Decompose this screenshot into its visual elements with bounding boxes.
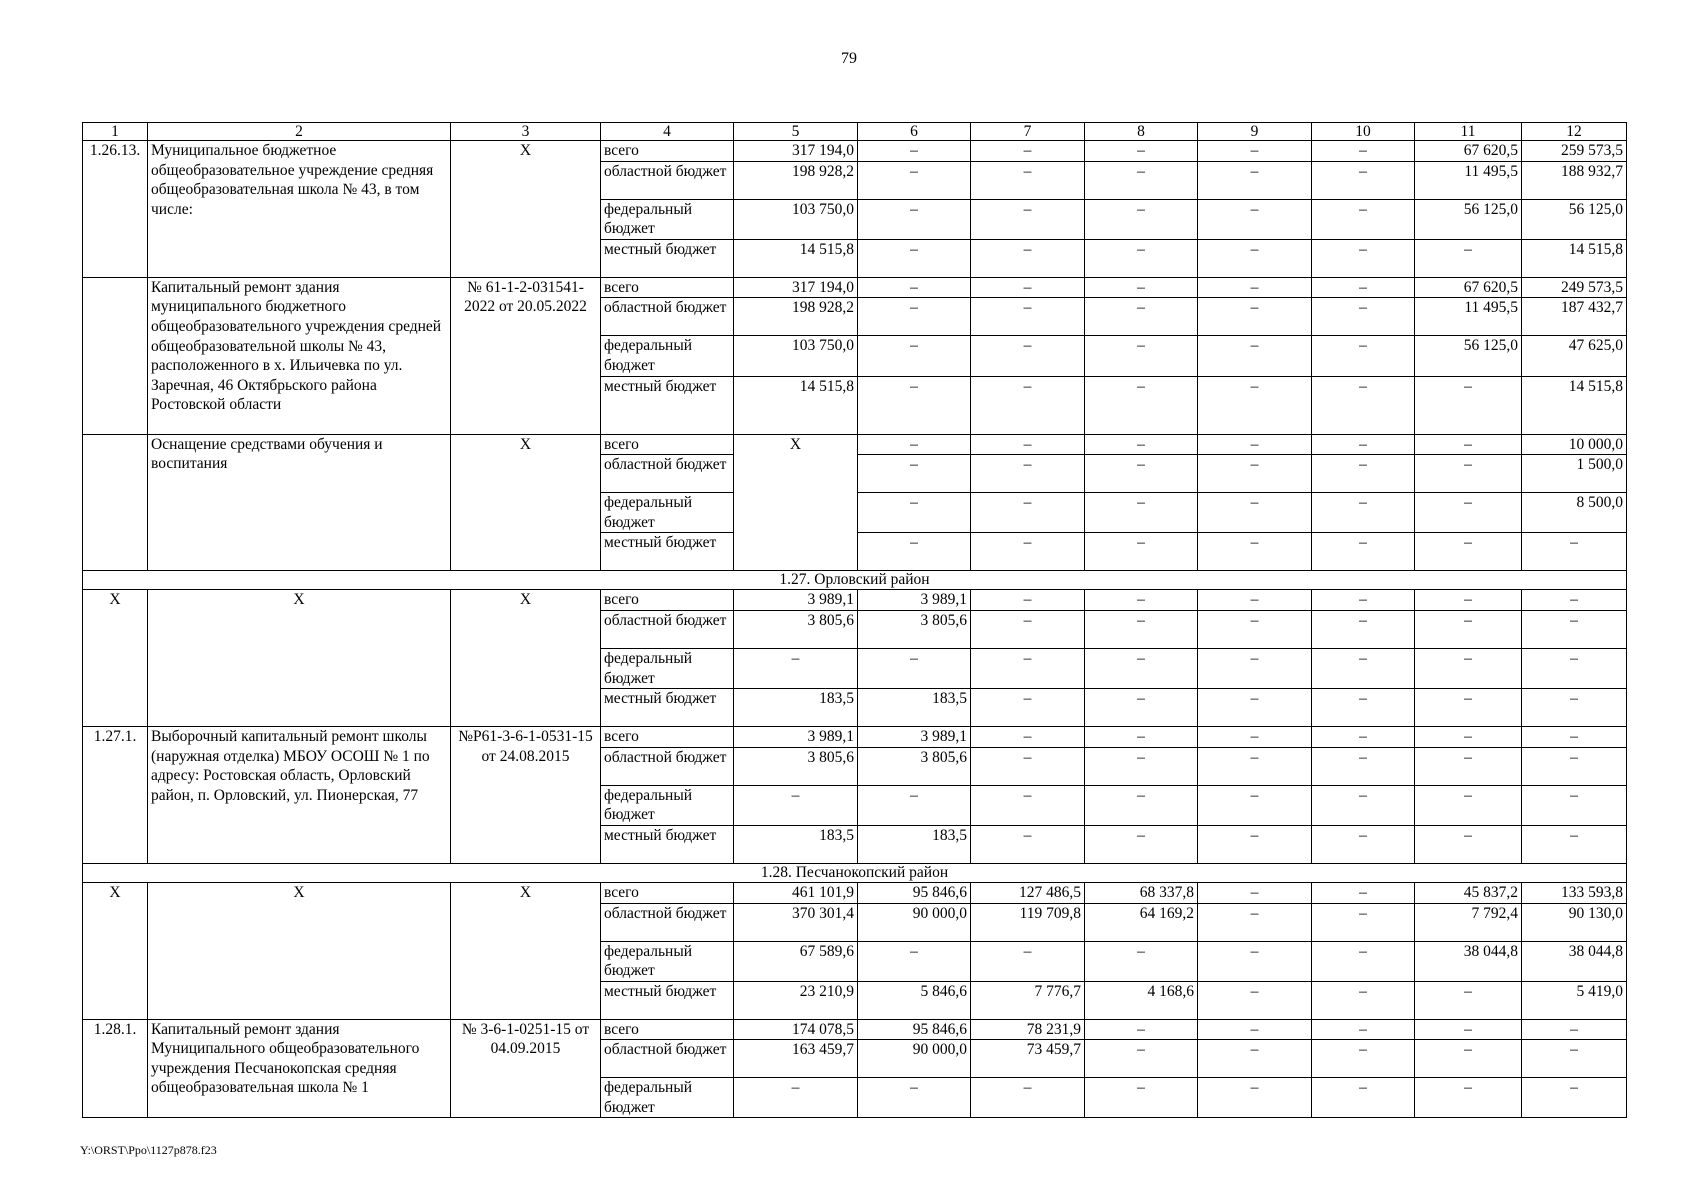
- value-cell: –: [1198, 298, 1312, 336]
- value-cell: –: [858, 455, 971, 493]
- column-number-header: 8: [1085, 123, 1198, 141]
- value-cell: 67 620,5: [1415, 277, 1522, 298]
- value-cell: –: [1312, 376, 1415, 434]
- value-cell: –: [1085, 336, 1198, 376]
- value-cell: 14 515,8: [1522, 239, 1627, 277]
- value-cell: 4 168,6: [1085, 981, 1198, 1019]
- item-number: X: [83, 882, 148, 1019]
- value-cell: 174 078,5: [734, 1019, 858, 1040]
- value-cell: –: [1415, 590, 1522, 611]
- value-cell: 56 125,0: [1415, 199, 1522, 239]
- value-cell: 56 125,0: [1415, 336, 1522, 376]
- value-cell: –: [1085, 1078, 1198, 1118]
- value-cell: –: [971, 336, 1085, 376]
- section-title: 1.27. Орловский район: [83, 571, 1627, 590]
- value-cell: –: [971, 785, 1085, 825]
- value-cell: 3 805,6: [734, 610, 858, 648]
- item-name: X: [148, 882, 451, 1019]
- value-cell: –: [858, 493, 971, 533]
- item-name: Капитальный ремонт здания муниципального бюджетного общеобразовательного учреждения средней общеобразовательной школы № 43, расположенного в х. Ильичевка по ул. Заречная, 46 Октябрьского района Ростовской области: [148, 277, 451, 434]
- value-cell: –: [1085, 590, 1198, 611]
- value-cell: 3 989,1: [734, 727, 858, 748]
- value-cell: 259 573,5: [1522, 141, 1627, 162]
- document-reference: X: [451, 434, 601, 571]
- budget-label-local: местный бюджет: [601, 825, 734, 863]
- document-reference: X: [451, 882, 601, 1019]
- value-cell: –: [1415, 376, 1522, 434]
- value-cell: –: [1198, 903, 1312, 941]
- table-row: [83, 882, 1627, 903]
- item-number: 1.28.1.: [83, 1019, 148, 1118]
- value-cell: 67 620,5: [1415, 141, 1522, 162]
- budget-label-federal: федеральный бюджет: [601, 493, 734, 533]
- value-cell: –: [971, 277, 1085, 298]
- budget-label-federal: федеральный бюджет: [601, 941, 734, 981]
- value-cell: 127 486,5: [971, 882, 1085, 903]
- value-cell: –: [971, 493, 1085, 533]
- value-cell: 198 928,2: [734, 298, 858, 336]
- value-cell: 370 301,4: [734, 903, 858, 941]
- value-cell: –: [1085, 455, 1198, 493]
- value-cell: –: [1085, 277, 1198, 298]
- value-cell: –: [1415, 1040, 1522, 1078]
- value-cell: 11 495,5: [1415, 161, 1522, 199]
- value-cell: –: [1198, 239, 1312, 277]
- value-cell: –: [1312, 141, 1415, 162]
- value-cell: –: [971, 434, 1085, 455]
- value-cell: –: [1085, 298, 1198, 336]
- value-cell: 5 846,6: [858, 981, 971, 1019]
- value-cell: 3 805,6: [734, 747, 858, 785]
- budget-label-federal: федеральный бюджет: [601, 199, 734, 239]
- value-cell: 198 928,2: [734, 161, 858, 199]
- budget-label-total: всего: [601, 590, 734, 611]
- value-cell: –: [1312, 533, 1415, 571]
- value-cell: –: [1085, 689, 1198, 727]
- value-cell: 317 194,0: [734, 141, 858, 162]
- value-cell: –: [858, 239, 971, 277]
- value-cell: 187 432,7: [1522, 298, 1627, 336]
- document-reference: X: [451, 590, 601, 727]
- budget-label-local: местный бюджет: [601, 981, 734, 1019]
- table-row: [83, 434, 1627, 455]
- value-cell: 95 846,6: [858, 882, 971, 903]
- column-number-header: 5: [734, 123, 858, 141]
- column-number-header: 3: [451, 123, 601, 141]
- value-cell: –: [1085, 648, 1198, 688]
- value-cell: –: [1312, 941, 1415, 981]
- table-row: [83, 1019, 1627, 1040]
- footer-file-path: Y:\ORST\Ppo\1127p878.f23: [80, 1143, 217, 1157]
- value-cell: –: [971, 825, 1085, 863]
- budget-label-total: всего: [601, 277, 734, 298]
- value-cell: –: [1312, 199, 1415, 239]
- value-cell: –: [1522, 747, 1627, 785]
- value-cell: –: [971, 161, 1085, 199]
- value-cell: 10 000,0: [1522, 434, 1627, 455]
- value-cell: 64 169,2: [1085, 903, 1198, 941]
- value-cell: –: [1198, 455, 1312, 493]
- value-cell: –: [1415, 239, 1522, 277]
- value-cell: –: [734, 785, 858, 825]
- value-cell: –: [971, 590, 1085, 611]
- value-cell: –: [1415, 1019, 1522, 1040]
- budget-label-federal: федеральный бюджет: [601, 336, 734, 376]
- value-cell: –: [1085, 785, 1198, 825]
- item-name: Муниципальное бюджетное общеобразовательное учреждение средняя общеобразовательная школа № 43, в том числе:: [148, 141, 451, 278]
- value-cell: –: [1312, 747, 1415, 785]
- value-cell: –: [971, 1078, 1085, 1118]
- value-cell: 3 805,6: [858, 747, 971, 785]
- value-cell: –: [1085, 727, 1198, 748]
- value-cell: –: [1312, 277, 1415, 298]
- value-cell: –: [1198, 141, 1312, 162]
- value-cell: –: [1198, 1040, 1312, 1078]
- value-cell: –: [1415, 533, 1522, 571]
- value-cell: –: [1415, 434, 1522, 455]
- value-cell: 3 989,1: [858, 590, 971, 611]
- value-cell: –: [1312, 434, 1415, 455]
- value-cell: 183,5: [734, 689, 858, 727]
- value-cell: –: [1522, 825, 1627, 863]
- section-title: 1.28. Песчанокопский район: [83, 863, 1627, 882]
- value-cell: 3 989,1: [858, 727, 971, 748]
- value-cell: –: [1312, 981, 1415, 1019]
- document-reference: X: [451, 141, 601, 278]
- table-row: [83, 141, 1627, 162]
- document-reference: № 3-6-1-0251-15 от 04.09.2015: [451, 1019, 601, 1118]
- budget-label-local: местный бюджет: [601, 533, 734, 571]
- budget-label-total: всего: [601, 727, 734, 748]
- value-cell: –: [1312, 610, 1415, 648]
- value-cell: –: [971, 376, 1085, 434]
- value-cell: 1 500,0: [1522, 455, 1627, 493]
- value-cell: 14 515,8: [734, 376, 858, 434]
- value-cell: –: [1415, 455, 1522, 493]
- column-number-header: 12: [1522, 123, 1627, 141]
- value-cell: –: [1415, 610, 1522, 648]
- value-cell: –: [1415, 648, 1522, 688]
- value-cell: –: [1522, 785, 1627, 825]
- value-cell: –: [1198, 161, 1312, 199]
- value-cell: –: [1198, 941, 1312, 981]
- value-cell: –: [1198, 199, 1312, 239]
- value-cell: 14 515,8: [734, 239, 858, 277]
- value-cell: –: [1198, 277, 1312, 298]
- value-cell: –: [1312, 161, 1415, 199]
- budget-label-federal: федеральный бюджет: [601, 1078, 734, 1118]
- value-cell: –: [1198, 981, 1312, 1019]
- value-cell: –: [1522, 533, 1627, 571]
- value-cell: –: [1312, 239, 1415, 277]
- value-cell: –: [858, 336, 971, 376]
- budget-label-local: местный бюджет: [601, 689, 734, 727]
- item-number: X: [83, 590, 148, 727]
- item-name: X: [148, 590, 451, 727]
- value-cell: –: [1312, 1019, 1415, 1040]
- value-cell: –: [1198, 533, 1312, 571]
- column-number-header: 2: [148, 123, 451, 141]
- value-cell: –: [1522, 1040, 1627, 1078]
- value-cell: –: [1085, 941, 1198, 981]
- column-number-header: 7: [971, 123, 1085, 141]
- budget-label-total: всего: [601, 882, 734, 903]
- budget-label-regional: областной бюджет: [601, 610, 734, 648]
- value-cell: –: [858, 1078, 971, 1118]
- value-cell: –: [1522, 1019, 1627, 1040]
- value-cell: 23 210,9: [734, 981, 858, 1019]
- value-cell: –: [1085, 239, 1198, 277]
- value-cell: –: [1312, 727, 1415, 748]
- value-cell: –: [1312, 1078, 1415, 1118]
- budget-label-local: местный бюджет: [601, 376, 734, 434]
- table-row: [83, 277, 1627, 298]
- value-cell: 317 194,0: [734, 277, 858, 298]
- value-cell: –: [1198, 785, 1312, 825]
- budget-label-regional: областной бюджет: [601, 161, 734, 199]
- value-cell: –: [1198, 336, 1312, 376]
- table-row: [83, 727, 1627, 748]
- value-cell: 38 044,8: [1415, 941, 1522, 981]
- value-cell: –: [1312, 689, 1415, 727]
- value-cell: –: [1085, 747, 1198, 785]
- value-cell: –: [858, 298, 971, 336]
- value-cell: 11 495,5: [1415, 298, 1522, 336]
- value-cell: –: [858, 434, 971, 455]
- value-cell: –: [1415, 1078, 1522, 1118]
- value-cell: 7 792,4: [1415, 903, 1522, 941]
- value-cell: –: [1312, 882, 1415, 903]
- value-cell: –: [1522, 689, 1627, 727]
- column-number-header: 11: [1415, 123, 1522, 141]
- column-number-header: 9: [1198, 123, 1312, 141]
- document-reference: № 61-1-2-031541-2022 от 20.05.2022: [451, 277, 601, 434]
- value-cell: –: [971, 747, 1085, 785]
- value-cell: –: [1415, 785, 1522, 825]
- value-cell: –: [1312, 493, 1415, 533]
- value-cell: –: [1198, 825, 1312, 863]
- document-reference: №Р61-3-6-1-0531-15 от 24.08.2015: [451, 727, 601, 864]
- value-cell: –: [1085, 161, 1198, 199]
- budget-label-total: всего: [601, 141, 734, 162]
- column-number-header: 6: [858, 123, 971, 141]
- value-cell: –: [1198, 376, 1312, 434]
- value-cell: 103 750,0: [734, 336, 858, 376]
- value-cell: 90 130,0: [1522, 903, 1627, 941]
- value-cell: –: [1198, 747, 1312, 785]
- value-cell: –: [1415, 689, 1522, 727]
- value-cell: –: [1085, 199, 1198, 239]
- item-number: [83, 277, 148, 434]
- value-cell: 7 776,7: [971, 981, 1085, 1019]
- column-number-header: 1: [83, 123, 148, 141]
- value-cell: 249 573,5: [1522, 277, 1627, 298]
- value-cell: 78 231,9: [971, 1019, 1085, 1040]
- item-number: [83, 434, 148, 571]
- item-name: Оснащение средствами обучения и воспитания: [148, 434, 451, 571]
- budget-table: [82, 122, 1627, 1118]
- value-cell: –: [971, 648, 1085, 688]
- item-number: 1.26.13.: [83, 141, 148, 278]
- value-cell: –: [1312, 825, 1415, 863]
- value-cell: –: [1522, 590, 1627, 611]
- budget-label-total: всего: [601, 1019, 734, 1040]
- value-cell: –: [1198, 648, 1312, 688]
- value-cell: –: [858, 648, 971, 688]
- value-cell: –: [858, 785, 971, 825]
- value-cell: –: [858, 161, 971, 199]
- value-cell: –: [1415, 825, 1522, 863]
- budget-label-local: местный бюджет: [601, 239, 734, 277]
- item-number: 1.27.1.: [83, 727, 148, 864]
- table-header-row: [83, 123, 1627, 141]
- value-cell: 183,5: [734, 825, 858, 863]
- value-cell: –: [1312, 455, 1415, 493]
- value-cell: –: [971, 239, 1085, 277]
- value-cell: –: [1522, 1078, 1627, 1118]
- value-cell: 68 337,8: [1085, 882, 1198, 903]
- value-cell: –: [1312, 785, 1415, 825]
- budget-label-regional: областной бюджет: [601, 298, 734, 336]
- value-cell: 119 709,8: [971, 903, 1085, 941]
- value-cell: 90 000,0: [858, 1040, 971, 1078]
- value-cell: –: [858, 533, 971, 571]
- value-cell: –: [1085, 376, 1198, 434]
- value-cell: 183,5: [858, 689, 971, 727]
- value-cell: –: [1312, 1040, 1415, 1078]
- value-cell: 188 932,7: [1522, 161, 1627, 199]
- value-cell: –: [971, 141, 1085, 162]
- value-cell: –: [858, 941, 971, 981]
- value-cell: 3 989,1: [734, 590, 858, 611]
- value-cell: 56 125,0: [1522, 199, 1627, 239]
- item-name: Выборочный капитальный ремонт школы (наружная отделка) МБОУ ОСОШ № 1 по адресу: Ростовская область, Орловский район, п. Орловский, ул. Пионерская, 77: [148, 727, 451, 864]
- value-cell: –: [971, 941, 1085, 981]
- value-cell: –: [734, 648, 858, 688]
- value-cell: –: [1312, 298, 1415, 336]
- value-cell: –: [1522, 727, 1627, 748]
- value-cell: –: [858, 277, 971, 298]
- value-cell: –: [1522, 610, 1627, 648]
- value-cell: –: [971, 199, 1085, 239]
- table-row: [83, 590, 1627, 611]
- value-cell: –: [971, 533, 1085, 571]
- value-cell: –: [971, 610, 1085, 648]
- section-header-row: [83, 863, 1627, 882]
- value-cell: –: [1415, 727, 1522, 748]
- value-cell: 5 419,0: [1522, 981, 1627, 1019]
- value-cell: –: [1415, 747, 1522, 785]
- value-cell: –: [1198, 882, 1312, 903]
- section-header-row: [83, 571, 1627, 590]
- value-cell: 3 805,6: [858, 610, 971, 648]
- value-cell: –: [1198, 493, 1312, 533]
- value-cell: –: [1198, 727, 1312, 748]
- value-cell: –: [858, 376, 971, 434]
- value-cell: –: [1085, 493, 1198, 533]
- value-cell: 103 750,0: [734, 199, 858, 239]
- value-cell: –: [1415, 981, 1522, 1019]
- value-cell: –: [1085, 141, 1198, 162]
- value-cell: –: [1198, 590, 1312, 611]
- value-cell: –: [1085, 533, 1198, 571]
- budget-label-regional: областной бюджет: [601, 1040, 734, 1078]
- value-cell: 45 837,2: [1415, 882, 1522, 903]
- budget-label-regional: областной бюджет: [601, 455, 734, 493]
- value-cell: 183,5: [858, 825, 971, 863]
- value-cell: –: [1312, 903, 1415, 941]
- column-number-header: 10: [1312, 123, 1415, 141]
- value-cell: –: [1085, 825, 1198, 863]
- value-cell: 47 625,0: [1522, 336, 1627, 376]
- value-cell: –: [1085, 434, 1198, 455]
- value-cell: –: [858, 199, 971, 239]
- value-cell: –: [971, 455, 1085, 493]
- value-cell: –: [1198, 1078, 1312, 1118]
- value-cell: 8 500,0: [1522, 493, 1627, 533]
- value-cell: –: [1415, 493, 1522, 533]
- budget-label-regional: областной бюджет: [601, 747, 734, 785]
- value-cell: 67 589,6: [734, 941, 858, 981]
- value-cell: –: [1198, 610, 1312, 648]
- value-cell: –: [971, 727, 1085, 748]
- item-name: Капитальный ремонт здания Муниципального общеобразовательного учреждения Песчанокопская средняя общеобразовательная школа № 1: [148, 1019, 451, 1118]
- value-cell: 461 101,9: [734, 882, 858, 903]
- value-cell: –: [1312, 336, 1415, 376]
- value-cell: –: [1312, 648, 1415, 688]
- value-cell: –: [1198, 1019, 1312, 1040]
- value-cell: –: [971, 689, 1085, 727]
- value-cell: –: [1085, 1019, 1198, 1040]
- value-cell: –: [858, 141, 971, 162]
- value-cell: 90 000,0: [858, 903, 971, 941]
- value-cell: –: [1198, 689, 1312, 727]
- value-cell: 95 846,6: [858, 1019, 971, 1040]
- value-cell: –: [971, 298, 1085, 336]
- value-cell: –: [1312, 590, 1415, 611]
- value-cell: –: [1085, 1040, 1198, 1078]
- value-cell: –: [1198, 434, 1312, 455]
- x-mark: X: [734, 434, 858, 571]
- value-cell: 73 459,7: [971, 1040, 1085, 1078]
- page-number: 79: [841, 50, 857, 67]
- value-cell: –: [734, 1078, 858, 1118]
- value-cell: 38 044,8: [1522, 941, 1627, 981]
- value-cell: –: [1522, 648, 1627, 688]
- value-cell: –: [1085, 610, 1198, 648]
- value-cell: 133 593,8: [1522, 882, 1627, 903]
- budget-label-federal: федеральный бюджет: [601, 648, 734, 688]
- column-number-header: 4: [601, 123, 734, 141]
- budget-label-total: всего: [601, 434, 734, 455]
- budget-label-federal: федеральный бюджет: [601, 785, 734, 825]
- value-cell: 163 459,7: [734, 1040, 858, 1078]
- value-cell: 14 515,8: [1522, 376, 1627, 434]
- budget-label-regional: областной бюджет: [601, 903, 734, 941]
